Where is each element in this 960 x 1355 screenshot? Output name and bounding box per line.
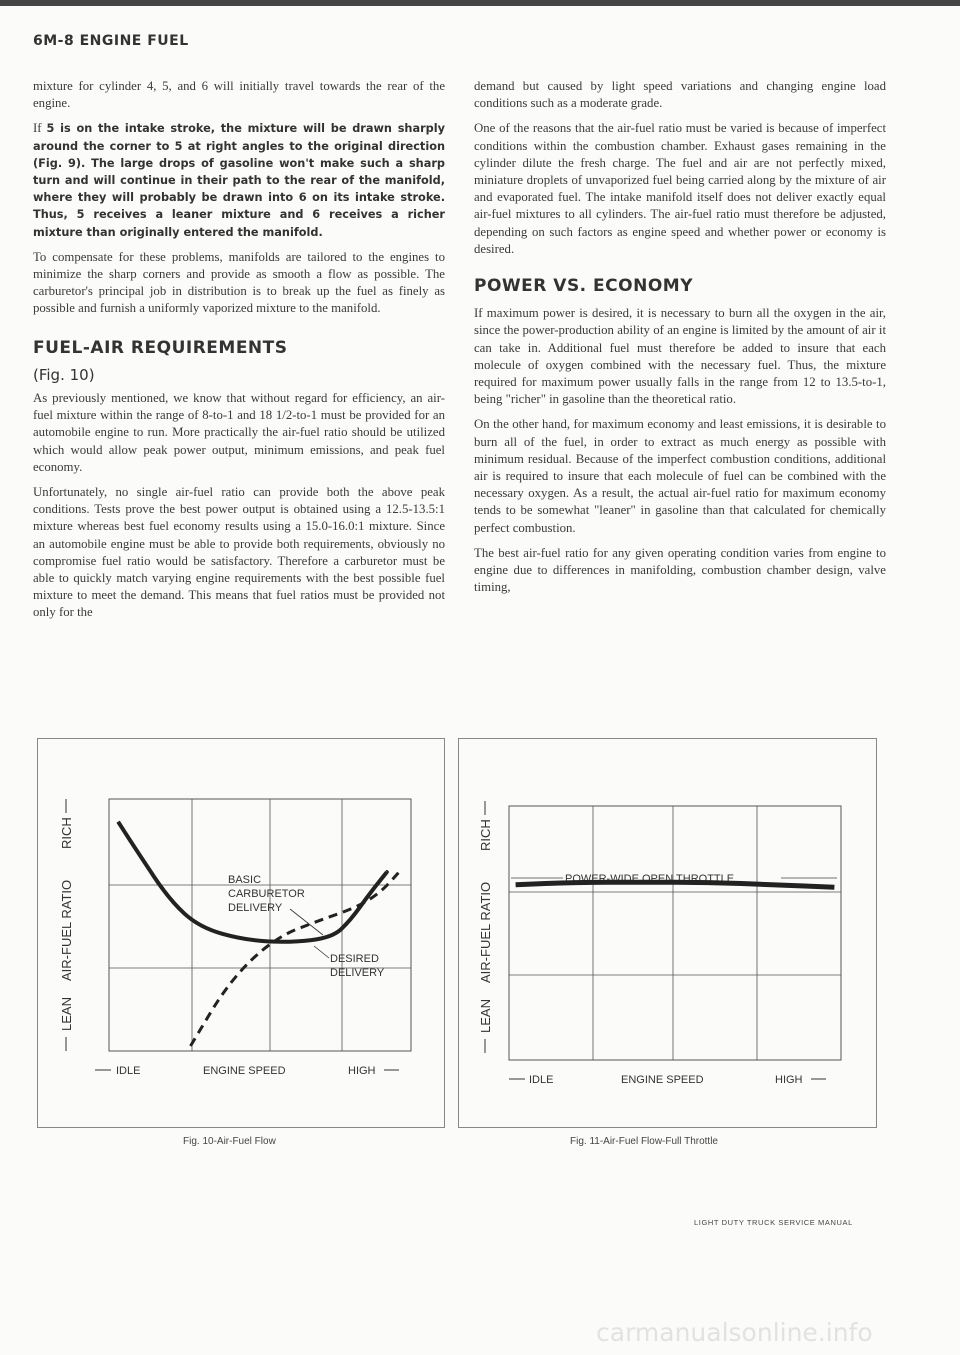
paragraph: The best air-fuel ratio for any given operating condition varies from engine to engine due to differences in manifolding, combustion chamber design, valve timing, — [474, 545, 886, 595]
paragraph: mixture for cylinder 4, 5, and 6 will initially travel towards the rear of the engine. — [33, 79, 445, 111]
figure-11 — [458, 738, 877, 1128]
x-high-label: HIGH — [348, 1065, 376, 1077]
paragraph: On the other hand, for maximum economy and least emissions, it is desirable to burn all of the fuel, in order to extract as much energy as possible with minimum residual. Because of the imperfect combustion conditions, additional air is required to insure that each molecule of fuel can be combined with the necessary oxygen. As a result, the actual air-fuel ratio for maximum economy tends to be somewhat "leaner" in gasoline than that calculated for chemically perfect combustion. — [474, 417, 886, 535]
y-low-label: LEAN — [59, 997, 74, 1031]
paragraph: As previously mentioned, we know that without regard for efficiency, an air-fuel mixture within the range of 8-to-1 and 18 1/2-to-1 must be provided for an automobile engine to run. More practically the air-fuel ratio should be utilized which would allow peak power output, minimum emissions, and peak fuel economy. — [33, 391, 445, 474]
annotation-text: DESIRED — [330, 953, 379, 965]
x-axis-title: ENGINE SPEED — [203, 1065, 286, 1077]
paragraph: demand but caused by light speed variations and changing engine load conditions such as a moderate grade. — [474, 79, 886, 111]
annotation-desired — [314, 946, 385, 979]
figure-10 — [37, 738, 445, 1128]
paragraph: Unfortunately, no single air-fuel ratio can provide both the above peak conditions. Tests prove the best power output is obtained using a 12.5-13.5:1 mixture whereas best fuel economy results using a 15.0-16.0:1 mixture. Since an automobile engine must be able to provide both requirements, obviously no compromise fuel ratio would be satisfactory. Therefore a carburetor must be able to quickly match varying engine requirements with the best possible fuel mixture to meet the demand. This means that fuel ratios must be provided not only for the — [33, 485, 445, 620]
bold-text: 5 is on the intake stroke, the mixture will be drawn sharply around the corner to 5 at right angles to the original direction (Fig. 9). The large drops of gasoline won't make such a sharp turn and will continue in their path to the rear of the manifold, where they will probably be drawn into 6 on its intake stroke. Thus, 5 receives a leaner mixture and 6 receives a richer mixture than originally entered the manifold. — [33, 122, 445, 239]
y-axis-label-group — [59, 799, 74, 1051]
annotation-text: DELIVERY — [228, 902, 283, 914]
x-axis-title: ENGINE SPEED — [621, 1074, 704, 1086]
plot-frame — [109, 799, 411, 1051]
section-subheading: (Fig. 10) — [33, 365, 95, 384]
leader-line — [314, 946, 329, 958]
x-axis-label-group — [509, 1074, 826, 1086]
annotation-text: BASIC — [228, 874, 262, 886]
y-axis-label-group — [478, 801, 493, 1053]
paragraph-lead: If — [33, 121, 42, 136]
chart-fig10 — [38, 739, 444, 1127]
plot-frame — [509, 806, 841, 1060]
paragraph: One of the reasons that the air-fuel ratio must be varied is because of imperfect conditions within the combustion chamber. Exhaust gases remaining in the cylinder dilute the fresh charge. The fuel and air are not perfectly mixed, miniature droplets of unvaporized fuel being carried along by the mixture of air and evaporated fuel. The intake manifold itself does not deliver exactly equal air-fuel mixtures to all cylinders. The air-fuel ratio must therefore be adjusted, depending on such factors as engine speed and whether power or economy is desired. — [474, 121, 886, 256]
y-high-label: RICH — [59, 817, 74, 849]
x-low-label: IDLE — [529, 1074, 554, 1086]
y-high-label: RICH — [478, 819, 493, 851]
x-low-label: IDLE — [116, 1065, 141, 1077]
paragraph: If maximum power is desired, it is necessary to burn all the oxygen in the air, since the power-production ability of an engine is limited by the amount of air it can take in. Additional fuel must therefore be added to insure that each molecule of oxygen combined with the necessary fuel. Thus, the mixture required for maximum power usually falls in the range from 12 to 13.5-to-1, being "richer" in gasoline than the theoretical ratio. — [474, 306, 886, 407]
top-rule — [0, 0, 960, 6]
left-column — [33, 78, 445, 630]
watermark: carmanualsonline.info — [596, 1318, 873, 1347]
y-axis-title: AIR-FUEL RATIO — [478, 881, 493, 983]
chart-grid — [509, 806, 841, 1060]
annotation-text: CARBURETOR — [228, 888, 305, 900]
page-header: 6M-8 ENGINE FUEL — [33, 33, 189, 49]
page-footer: LIGHT DUTY TRUCK SERVICE MANUAL — [694, 1218, 853, 1227]
section-heading: FUEL-AIR REQUIREMENTS — [33, 337, 288, 358]
section-heading: POWER VS. ECONOMY — [474, 276, 694, 297]
figure-11-caption: Fig. 11-Air-Fuel Flow-Full Throttle — [570, 1136, 718, 1147]
chart-grid — [109, 799, 411, 1051]
x-axis-label-group — [95, 1065, 399, 1077]
chart-fig11 — [459, 739, 876, 1127]
right-column — [474, 78, 886, 604]
paragraph-bold — [33, 120, 445, 240]
y-axis-title: AIR-FUEL RATIO — [59, 879, 74, 981]
annotation-text: DELIVERY — [330, 967, 385, 979]
figure-10-caption: Fig. 10-Air-Fuel Flow — [183, 1136, 276, 1147]
paragraph: To compensate for these problems, manifolds are tailored to the engines to minimize the sharp corners and provide as smooth a flow as possible. The carburetor's principal job in distribution is to break up the fuel as finely as possible and furnish a uniformly vaporized mixture to the manifold. — [33, 249, 445, 316]
y-low-label: LEAN — [478, 999, 493, 1033]
annotation-text: POWER-WIDE OPEN THROTTLE — [565, 873, 735, 885]
x-high-label: HIGH — [775, 1074, 803, 1086]
